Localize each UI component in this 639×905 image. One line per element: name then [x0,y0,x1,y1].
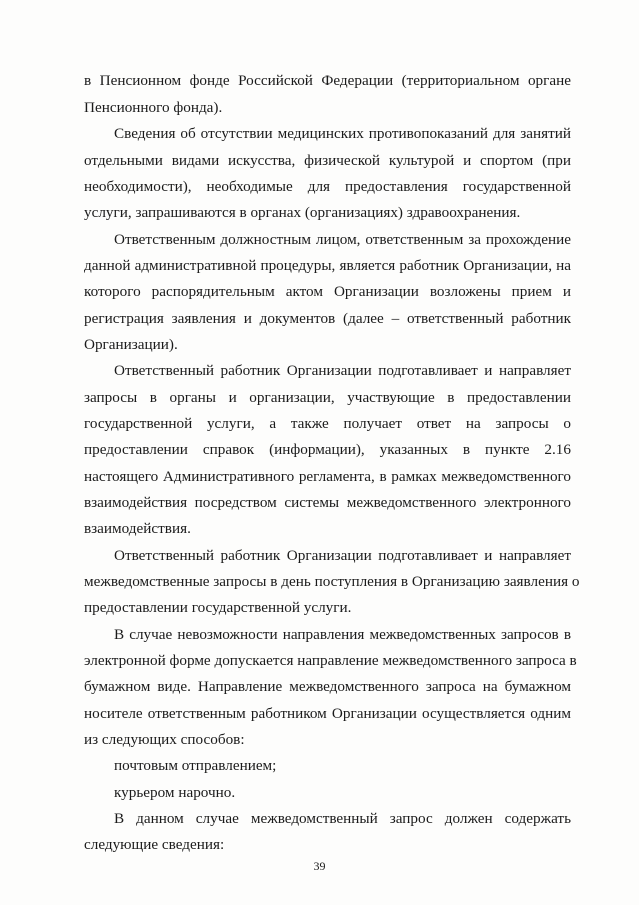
text-line: В данном случае межведомственный запрос должен содержать [114,810,571,827]
list-item: курьером нарочно. [114,784,236,801]
text-line: электронной форме допускается направление межведомственного запроса в [84,652,577,669]
text-line: регистрация заявления и документов (далее – ответственный работник [84,310,571,327]
page-number: 39 [313,859,326,873]
text-line: В случае невозможности направления межведомственных запросов в [114,626,571,643]
text-line: из следующих способов: [84,731,245,748]
text-line: предоставлении справок (информации), указанных в пункте 2.16 [84,441,571,458]
text-line: запросы в органы и организации, участвующие в предоставлении [84,389,571,406]
text-line: носителе ответственным работником Организации осуществляется одним [84,705,571,722]
text-line: Организации). [84,336,178,353]
text-line: взаимодействия. [84,520,191,537]
text-line: Ответственным должностным лицом, ответственным за прохождение [114,231,571,248]
text-line: которого распорядительным актом Организации возложены прием и [84,283,571,300]
text-line: взаимодействия посредством системы межведомственного электронного [84,494,571,511]
text-line: межведомственные запросы в день поступления в Организацию заявления о [84,573,580,590]
text-line: Ответственный работник Организации подготавливает и направляет [114,362,571,379]
text-line: следующие сведения: [84,836,225,853]
text-line: в Пенсионном фонде Российской Федерации (территориальном органе [84,72,571,89]
text-line: услуги, запрашиваются в органах (организациях) здравоохранения. [84,204,521,221]
text-line: отдельными видами искусства, физической культурой и спортом (при [84,152,571,169]
list-item: почтовым отправлением; [114,757,277,774]
text-line: Пенсионного фонда). [84,99,223,116]
text-line: необходимости), необходимые для предоставления государственной [84,178,571,195]
text-line: бумажном виде. Направление межведомственного запроса на бумажном [84,678,571,695]
text-line: государственной услуги, а также получает ответ на запросы о [84,415,571,432]
text-line: данной административной процедуры, является работник Организации, на [84,257,571,274]
text-line: настоящего Административного регламента, в рамках межведомственного [84,468,571,485]
text-line: Сведения об отсутствии медицинских противопоказаний для занятий [114,125,571,142]
text-line: предоставлении государственной услуги. [84,599,352,616]
text-line: Ответственный работник Организации подготавливает и направляет [114,547,571,564]
